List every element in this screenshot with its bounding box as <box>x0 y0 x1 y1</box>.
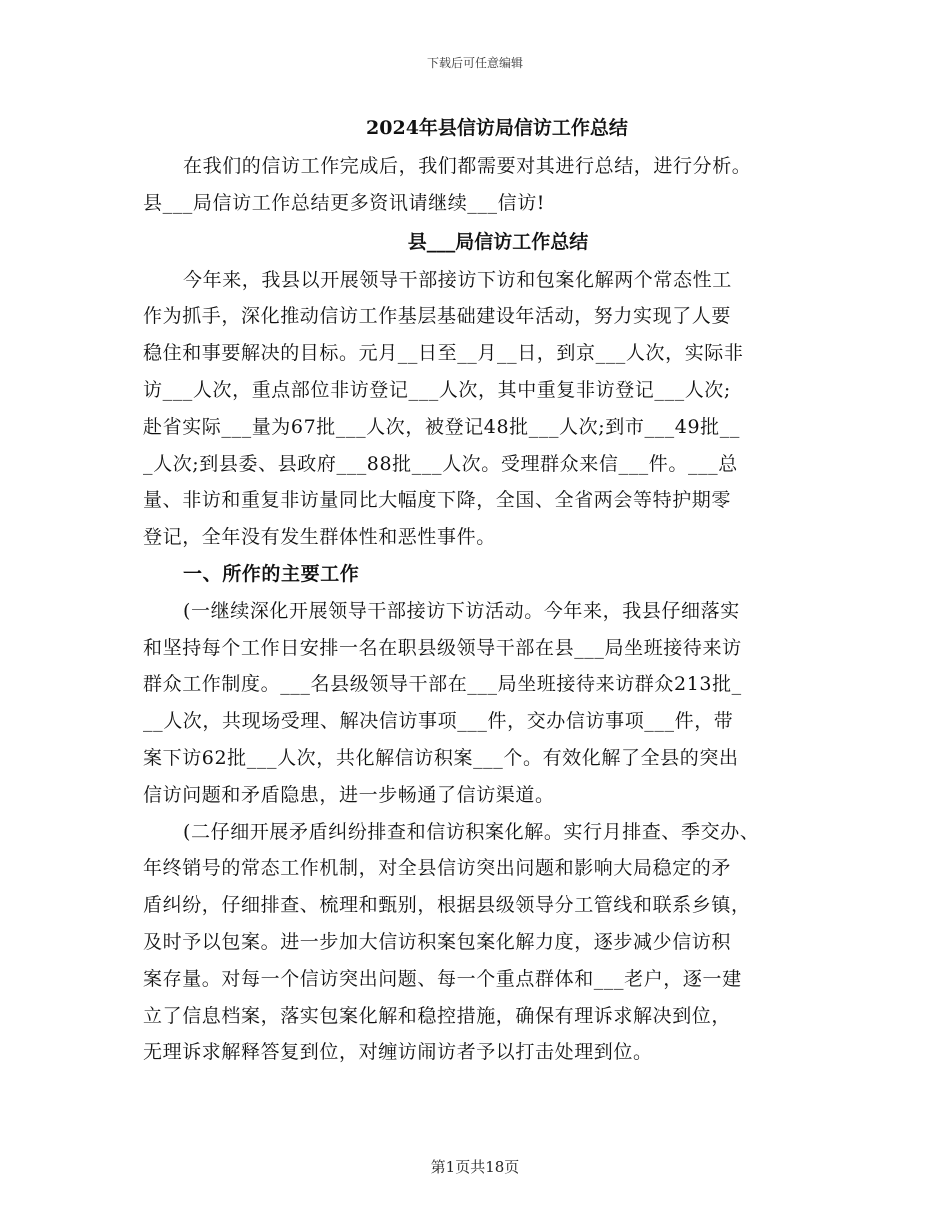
para1-line: 登记，全年没有发生群体性和恶性事件。 <box>143 526 496 549</box>
para1-line: 量、非访和重复非访量同比大幅度下降，全国、全省两会等特护期零 <box>143 489 732 512</box>
para1-line: 今年来，我县以开展领导干部接访下访和包案化解两个常态性工 <box>183 268 732 291</box>
document-body <box>143 108 823 1071</box>
para3-line: 无理诉求解释答复到位，对缠访闹访者予以打击处理到位。 <box>143 1041 653 1064</box>
para1-line: 稳住和事要解决的目标。元月__日至__月__日，到京___人次，实际非 <box>143 342 744 365</box>
page-header: 下载后可任意编辑 <box>426 56 523 70</box>
para3-line: (二仔细开展矛盾纠纷排查和信访积案化解。实行月排查、季交办、 <box>183 820 760 843</box>
para2-line: (一继续深化开展领导干部接访下访活动。今年来，我县仔细落实 <box>183 599 740 622</box>
para1-line: 访___人次，重点部位非访登记___人次，其中重复非访登记___人次; <box>143 378 731 401</box>
intro-line: 在我们的信访工作完成后，我们都需要对其进行总结，进行分析。 <box>183 155 752 177</box>
para1-line: _人次;到县委、县政府___88批___人次。受理群众来信___件。___总 <box>143 452 738 475</box>
document-subtitle: 县___局信访工作总结 <box>407 230 589 253</box>
para2-line: __人次，共现场受理、解决信访事项___件，交办信访事项___件，带 <box>143 710 734 733</box>
para1-line: 赴省实际___量为67批___人次，被登记48批___人次;到市___49批__ <box>143 415 740 438</box>
document-title: 2024年县信访局信访工作总结 <box>366 117 628 139</box>
para2-line: 群众工作制度。___名县级领导干部在___局坐班接待来访群众213批_ <box>143 673 742 696</box>
para3-line: 年终销号的常态工作机制，对全县信访突出问题和影响大局稳定的矛 <box>143 857 732 880</box>
page-footer: 第1页共18页 <box>430 1158 520 1176</box>
para2-line: 信访问题和矛盾隐患，进一步畅通了信访渠道。 <box>143 783 555 806</box>
para2-line: 案下访62批___人次，共化解信访积案___个。有效化解了全县的突出 <box>143 746 739 769</box>
para3-line: 案存量。对每一个信访突出问题、每一个重点群体和___老户，逐一建 <box>143 967 742 990</box>
intro-line: 县___局信访工作总结更多资讯请继续___信访! <box>143 191 546 214</box>
para3-line: 盾纠纷，仔细排查、梳理和甄别，根据县级领导分工管线和联系乡镇， <box>143 894 751 917</box>
para3-line: 立了信息档案，落实包案化解和稳控措施，确保有理诉求解决到位， <box>143 1004 732 1027</box>
para3-line: 及时予以包案。进一步加大信访积案包案化解力度，逐步减少信访积 <box>143 930 732 953</box>
section-heading: 一、所作的主要工作 <box>183 562 360 585</box>
para2-line: 和坚持每个工作日安排一名在职县级领导干部在县___局坐班接待来访 <box>143 636 742 659</box>
para1-line: 作为抓手，深化推动信访工作基层基础建设年活动，努力实现了人要 <box>143 305 732 328</box>
